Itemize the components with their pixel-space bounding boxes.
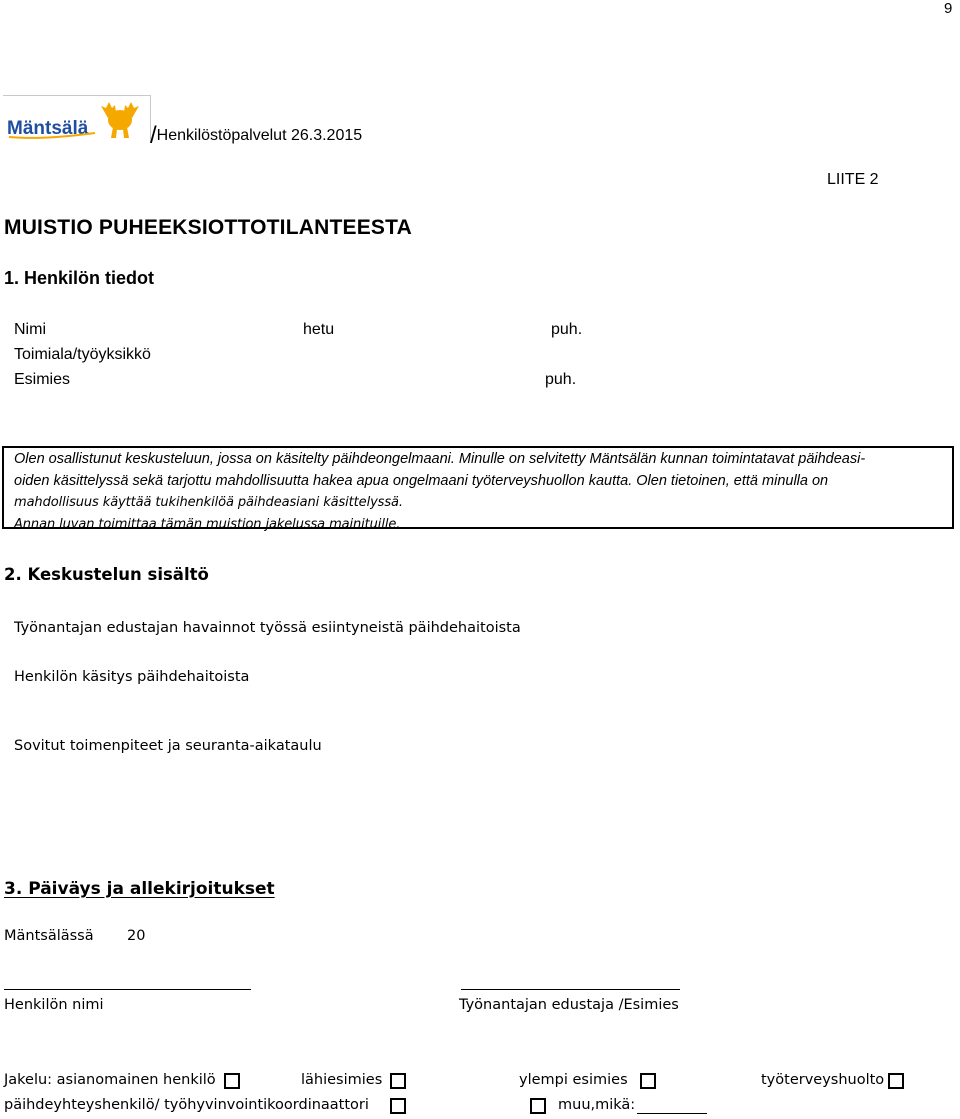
field-department-label: Toimiala/työyksikkö [14, 346, 151, 363]
distribution-senior-supervisor-label: ylempi esimies [519, 1072, 628, 1088]
checkbox-occupational-health[interactable] [888, 1073, 904, 1089]
section3-heading: 3. Päiväys ja allekirjoitukset [4, 879, 275, 899]
checkbox-supervisor[interactable] [390, 1073, 406, 1089]
consent-line-3: mahdollisuus käyttää tukihenkilöä päihdeasiani käsittelyssä. [14, 495, 403, 510]
checkbox-substance-support[interactable] [390, 1098, 406, 1114]
section2-heading: 2. Keskustelun sisältö [4, 565, 209, 584]
mantsala-logo-graphic [3, 96, 150, 142]
distribution-substance-support-label: päihdeyhteyshenkilö/ työhyvinvointikoordinaattori [4, 1097, 369, 1113]
distribution-other-label: muu,mikä: [558, 1097, 636, 1113]
distribution-supervisor-label: lähiesimies [301, 1072, 383, 1088]
signature-person-label: Henkilön nimi [4, 997, 104, 1013]
perception-label: Henkilön käsitys päihdehaitoista [14, 669, 250, 685]
field-phone2-label: puh. [545, 371, 577, 388]
field-phone1-label: puh. [551, 321, 583, 338]
logo-text: Mäntsälä [7, 118, 89, 139]
checkbox-senior-supervisor[interactable] [640, 1073, 656, 1089]
checkbox-person[interactable] [224, 1073, 240, 1089]
consent-line-2: oiden käsittelyssä sekä tarjottu mahdollisuutta hakea apua ongelmaani työterveyshuollon kautta. Olen tietoinen, että minulla on [14, 472, 829, 489]
attachment-label: LIITE 2 [827, 171, 879, 188]
checkbox-other[interactable] [530, 1098, 546, 1114]
observations-label: Työnantajan edustajan havainnot työssä esiintyneistä päihdehaitoista [14, 620, 521, 636]
consent-box [2, 446, 954, 532]
distribution-occupational-health-label: työterveyshuolto [761, 1072, 885, 1088]
signature-line-person[interactable] [4, 989, 251, 990]
agreed-actions-label: Sovitut toimenpiteet ja seuranta-aikataulu [14, 738, 322, 754]
consent-line-4: Annan luvan toimittaa tämän muistion jakelussa mainituille. [14, 516, 401, 532]
document-title: MUISTIO PUHEEKSIOTTOTILANTEESTA [4, 216, 412, 239]
consent-line-1: Olen osallistunut keskusteluun, jossa on käsitelty päihdeongelmaani. Minulle on selvitetty Mäntsälän kunnan toimintatavat päihdeasi- [14, 451, 866, 467]
signature-employer-label: Työnantajan edustaja /Esimies [459, 997, 679, 1013]
other-blank-line[interactable] [637, 1113, 707, 1114]
year-prefix: 20 [127, 928, 146, 944]
place-label: Mäntsälässä [4, 928, 94, 944]
distribution-label: Jakelu: asianomainen henkilö [4, 1072, 216, 1088]
header-line [150, 122, 362, 150]
signature-line-employer[interactable] [461, 989, 680, 990]
header-slash: / [150, 122, 157, 149]
mantsala-logo [3, 95, 151, 142]
section1-heading: 1. Henkilön tiedot [4, 268, 155, 288]
field-supervisor-label: Esimies [14, 371, 71, 388]
moose-icon [101, 102, 139, 138]
field-name-label: Nimi [14, 321, 46, 338]
field-ssn-label: hetu [303, 321, 335, 338]
page-number: 9 [944, 0, 953, 17]
header-text: Henkilöstöpalvelut 26.3.2015 [156, 127, 363, 144]
